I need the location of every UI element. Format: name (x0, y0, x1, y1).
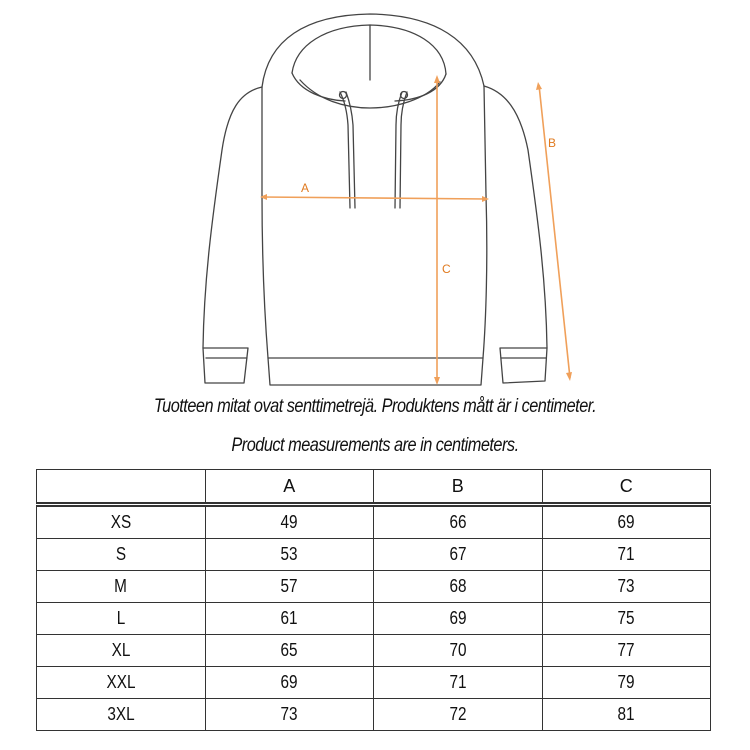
table-row (37, 603, 711, 635)
size-cell: L (37, 603, 206, 635)
header-size (37, 470, 206, 505)
header-b: B (374, 470, 543, 505)
table-header-row (37, 470, 711, 505)
measure-a-arrow-left (260, 194, 267, 200)
b-cell: 71 (374, 667, 543, 699)
table-row (37, 505, 711, 539)
size-cell: XS (37, 505, 206, 539)
hoodie-outline (203, 14, 547, 385)
size-table (36, 469, 711, 731)
c-cell: 71 (542, 539, 711, 571)
measure-b-arrow-top (536, 82, 542, 90)
c-cell: 69 (542, 505, 711, 539)
size-cell: XXL (37, 667, 206, 699)
caption-fi-sv: Tuotteen mitat ovat senttimetrejä. Produktens mått är i centimeter. (153, 396, 597, 417)
c-cell: 77 (542, 635, 711, 667)
size-cell: 3XL (37, 699, 206, 731)
table-row (37, 571, 711, 603)
a-cell: 49 (205, 505, 374, 539)
size-cell: S (37, 539, 206, 571)
size-cell: M (37, 571, 206, 603)
a-cell: 73 (205, 699, 374, 731)
c-cell: 75 (542, 603, 711, 635)
a-cell: 53 (205, 539, 374, 571)
header-c: C (542, 470, 711, 505)
caption-en: Product measurements are in centimeters. (231, 435, 519, 456)
table-row (37, 667, 711, 699)
measure-b-arrow-bottom (566, 372, 572, 381)
measure-a-line (262, 197, 487, 199)
c-cell: 81 (542, 699, 711, 731)
size-cell: XL (37, 635, 206, 667)
measure-b-label: B (548, 136, 557, 150)
c-cell: 73 (542, 571, 711, 603)
table-row (37, 699, 711, 731)
b-cell: 66 (374, 505, 543, 539)
a-cell: 57 (205, 571, 374, 603)
measure-c-arrow-top (434, 75, 440, 83)
header-a: A (205, 470, 374, 505)
a-cell: 61 (205, 603, 374, 635)
b-cell: 67 (374, 539, 543, 571)
measurement-lines (260, 75, 572, 385)
b-cell: 69 (374, 603, 543, 635)
measure-b-line (539, 85, 570, 378)
a-cell: 69 (205, 667, 374, 699)
measure-c-label: C (442, 262, 451, 276)
b-cell: 72 (374, 699, 543, 731)
a-cell: 65 (205, 635, 374, 667)
measure-a-label: A (301, 181, 310, 195)
b-cell: 70 (374, 635, 543, 667)
c-cell: 79 (542, 667, 711, 699)
b-cell: 68 (374, 571, 543, 603)
measure-c-arrow-bottom (434, 377, 440, 385)
table-row (37, 539, 711, 571)
table-row (37, 635, 711, 667)
